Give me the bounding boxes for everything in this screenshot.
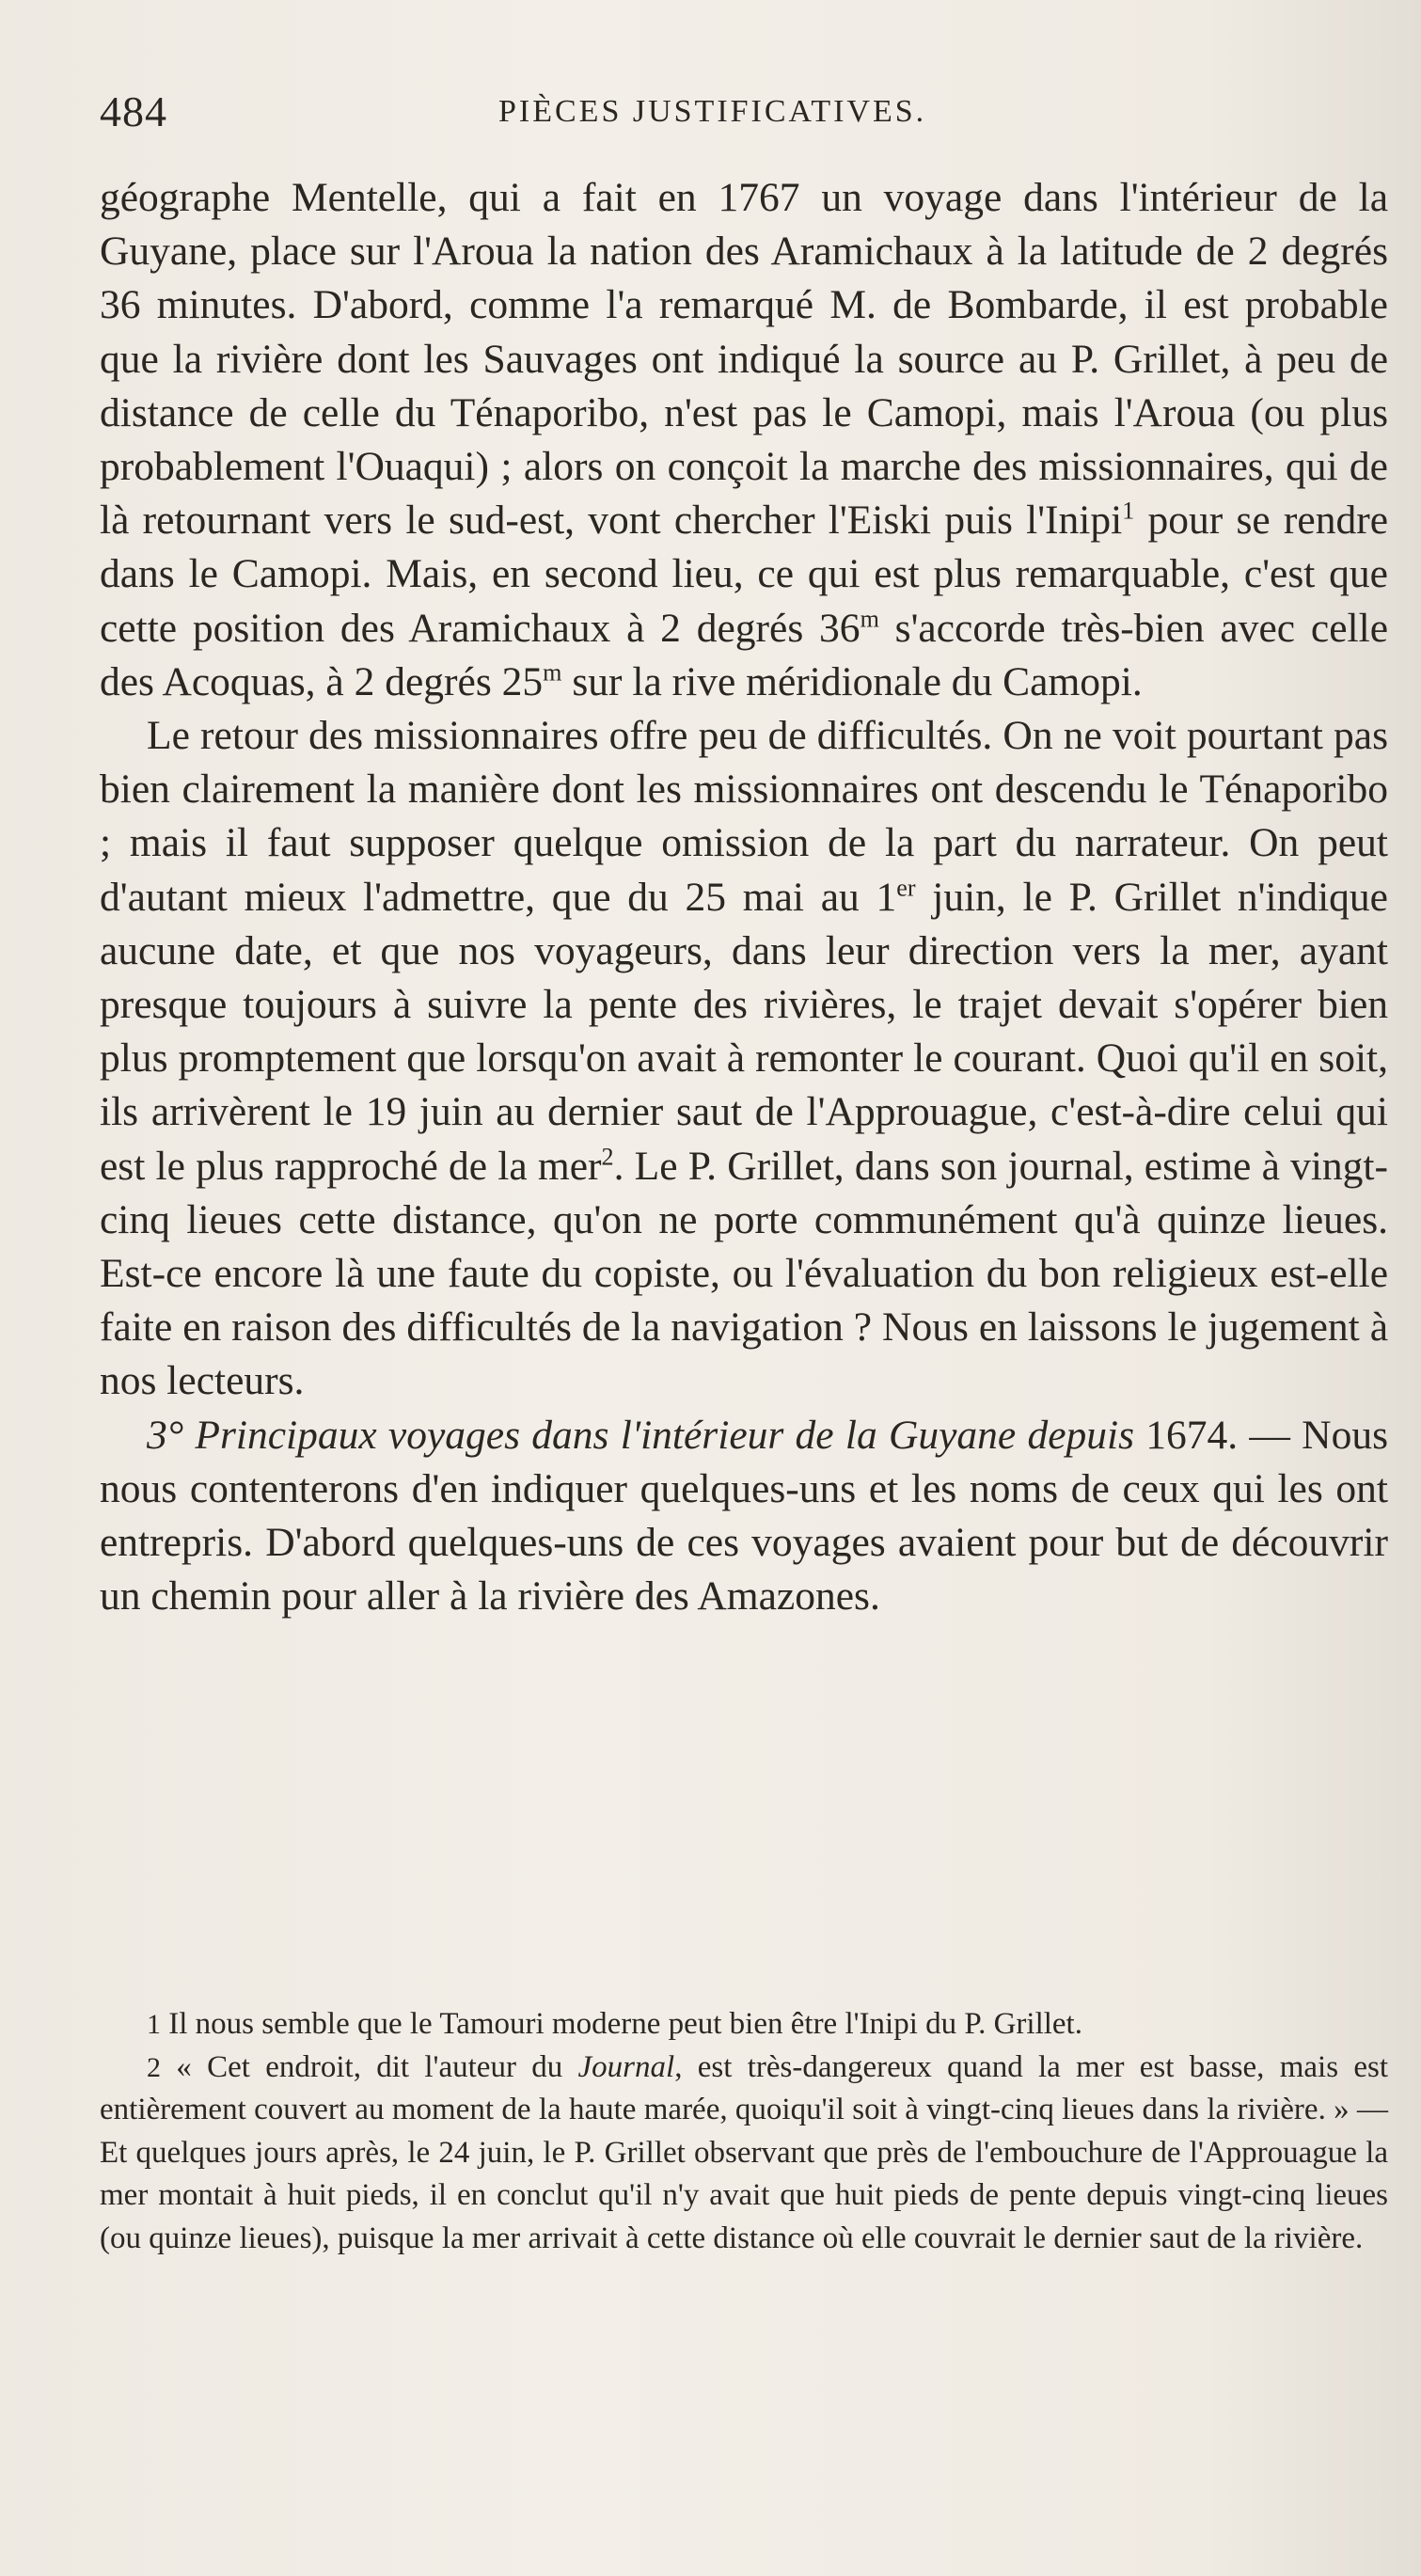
minutes-unit-2: m	[543, 658, 562, 687]
footnote-2	[100, 2047, 1388, 2261]
page-number: 484	[100, 87, 167, 135]
footnote-1-mark: 1	[147, 2009, 161, 2040]
paragraph-1-text-b: pour se rendre dans le Camopi. Mais, en second lieu, ce qui est plus remarquable, c'est que cette position des Aramichaux à 2 degrés 36	[100, 498, 1389, 651]
paragraph-1-text-a: géographe Mentelle, qui a fait en 1767 un voyage dans l'intérieur de la Guyane, place sur l'Aroua la nation des Aramichaux à la latitude de 2 degrés 36 minutes. D'abord, comme l'a remarqué M. de Bombarde, il est probable que la rivière dont les Sauvages ont indiqué la source au P. Grillet, à peu de distance de celle du Ténaporibo, n'est pas le Camopi, mais l'Aroua (ou plus probablement l'Ouaqui) ; alors on conçoit la marche des missionnaires, qui de là retournant vers le sud-est, vont chercher l'Eiski puis l'Inipi	[100, 175, 1388, 544]
paragraph-2-text-b: juin, le P. Grillet n'indique aucune date, et que nos voyageurs, dans leur direction vers la mer, ayant presque toujours à suivre la pente des rivières, le trajet devait s'opérer bien plus promptement que lorsqu'on avait à remonter le courant. Quoi qu'il en soit, ils arrivèrent le 19 juin au dernier saut de l'Approuague, c'est-à-dire celui qui est le plus rapproché de la mer	[100, 874, 1388, 1189]
footnote-ref-2: 2	[601, 1143, 614, 1171]
paragraph-1-text-c: s'accorde très-bien avec celle des Acoquas, à 2 degrés 25	[100, 605, 1388, 704]
minutes-unit-1: m	[860, 605, 879, 633]
paragraph-1	[100, 171, 1388, 709]
page-header	[100, 87, 1388, 143]
footnote-1	[100, 2003, 1388, 2047]
main-text	[100, 171, 1388, 1623]
paragraph-2-text-c: . Le P. Grillet, dans son journal, estime à vingt-cinq lieues cette distance, qu'on ne porte communément qu'à quinze lieues. Est-ce encore là une faute du copiste, ou l'évaluation du bon religieux est-elle faite en raison des difficultés de la navigation ? Nous en laissons le jugement à nos lecteurs.	[100, 1143, 1389, 1404]
paragraph-1-text-d: sur la rive méridionale du Camopi.	[561, 658, 1143, 704]
section-heading: 3° Principaux voyages dans l'intérieur de la Guyane depuis	[147, 1412, 1135, 1458]
footnote-2-mark: 2	[147, 2051, 161, 2083]
paragraph-3	[100, 1409, 1388, 1624]
section-heading-year: 1674.	[1134, 1412, 1239, 1458]
footnote-2-text-a: « Cet endroit, dit l'auteur du	[161, 2049, 578, 2084]
running-title: PIÈCES JUSTIFICATIVES.	[498, 94, 927, 129]
footnotes	[100, 2003, 1388, 2261]
paragraph-2-text-a: Le retour des missionnaires offre peu de difficultés. On ne voit pourtant pas bien clairement la manière dont les missionnaires ont descendu le Ténaporibo ; mais il faut supposer quelque omission de la part du narrateur. On peut d'autant mieux l'admettre, que du 25 mai au 1	[100, 713, 1388, 920]
footnote-ref-1: 1	[1122, 497, 1135, 525]
footnote-1-text: Il nous semble que le Tamouri moderne peut bien être l'Inipi du P. Grillet.	[161, 2007, 1082, 2041]
journal-title: Journal	[577, 2049, 675, 2084]
footnote-2-text-b: , est très-dangereux quand la mer est basse, mais est entièrement couvert au moment de la haute marée, quoiqu'il soit à vingt-cinq lieues dans la rivière. » — Et quelques jours après, le 24 juin, le P. Grillet observant que près de l'embouchure de l'Approuague la mer montait à huit pieds, il en conclut qu'il n'y avait que huit pieds de pente depuis vingt-cinq lieues (ou quinze lieues), puisque la mer arrivait à cette distance où elle couvrait le dernier saut de la rivière.	[100, 2049, 1388, 2255]
paragraph-2	[100, 709, 1388, 1409]
paragraph-3-text: — Nous nous contenterons d'en indiquer quelques-uns et les noms de ceux qui les ont entrepris. D'abord quelques-uns de ces voyages avaient pour but de découvrir un chemin pour aller à la rivière des Amazones.	[100, 1412, 1389, 1620]
ordinal-superscript: er	[896, 874, 916, 902]
